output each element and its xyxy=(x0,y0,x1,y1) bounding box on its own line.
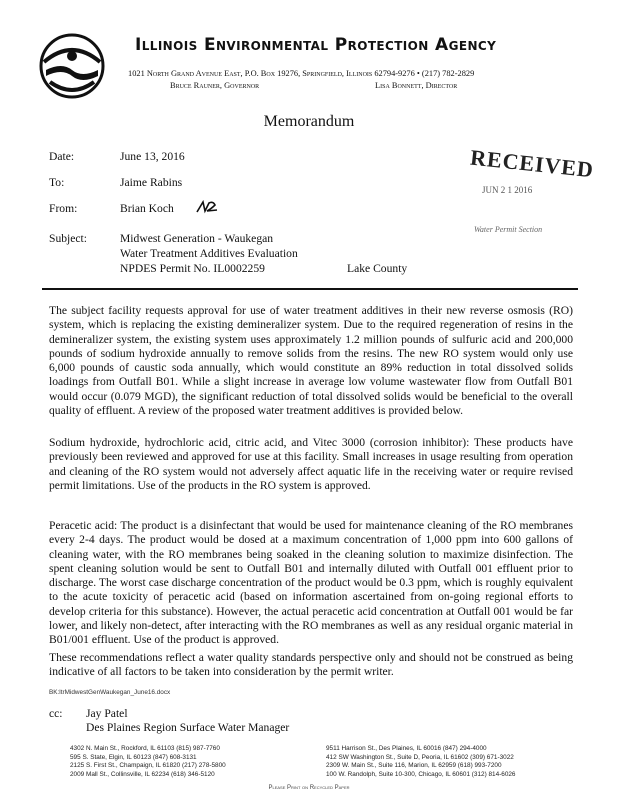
director-name: Lisa Bonnett, Director xyxy=(375,81,458,90)
footer-office-marion: 2309 W. Main St., Suite 116, Marion, IL 62959 (618) 993-7200 xyxy=(326,762,502,770)
paragraph-peracetic-acid: Peracetic acid: The product is a disinfectant that would be used for maintenance cleaning of the RO membranes every 2-4 days. The product would be dosed at a maximum concentration of 1,000 ppm into 600 gallons of cleaning water, with the RO membranes being soaked in the cleaning solution to maximize disinfection. The spent cleaning solution would be sent to Outfall B01 and internally diluted with Outfall 001 effluent prior to discharge. The worst case discharge concentration of the product would be 0.3 ppm, which is roughly equivalent to the acute toxicity of peracetic acid (based on information ascertained from on-going regional efforts to develop criteria for this substance). However, the actual peracetic acid concentration at Outfall 001 would be far lower, and likely non-detect, after interacting with the RO membranes as well as any residual organic material in B01/001 effluent. Use of the product is approved. xyxy=(49,519,573,647)
file-reference: BK:ltrMidwestGenWaukegan_June16.docx xyxy=(49,689,171,696)
stamp-date: JUN 2 1 2016 xyxy=(482,185,533,195)
paragraph-recommendations: These recommendations reflect a water quality standards perspective only and should not be construed as being indicative of all factors to be taken into consideration by the permit writer. xyxy=(49,651,573,679)
date-value: June 13, 2016 xyxy=(120,150,185,163)
subject-line-1: Midwest Generation - Waukegan xyxy=(120,232,274,245)
paragraph-overview: The subject facility requests approval for use of water treatment additives in their new reverse osmosis (RO) system, which is replacing the existing demineralizer system. Due to the required regeneration of resins in the demineralizer system, the existing system uses approximately 1.2 million pounds of sulfuric acid and 200,000 pounds of sodium hydroxide annually to remove solids from the resins. The new RO system would only use 6,000 pounds of caustic soda annually, which would constitute an 89% reduction in total dissolved solids loadings from Outfall B01. While a slight increase in average low volume wastewater flow from Outfall B01 would occur (0.079 MGD), the significant reduction of total dissolved solids would be beneficial to the overall quality of effluent. A review of the proposed water treatment additives is provided below. xyxy=(49,304,573,418)
footer-offices-left xyxy=(70,745,226,779)
header-divider xyxy=(42,288,578,290)
footer-office-des-plaines: 9511 Harrison St., Des Plaines, IL 60016 (847) 294-4000 xyxy=(326,745,487,752)
stamp-word: RECEIVED xyxy=(469,144,596,183)
subject-line-3: NPDES Permit No. IL0002259 xyxy=(120,262,265,275)
cc-label: cc: xyxy=(49,707,63,720)
footer-office-elgin: 595 S. State, Elgin, IL 60123 (847) 608-3131 xyxy=(70,753,197,761)
paragraph-approved-products: Sodium hydroxide, hydrochloric acid, citric acid, and Vitec 3000 (corrosion inhibitor): These products have previously been reviewed and approved for use at this facility. Small increases in usage resulting from operation and cleaning of the RO system would not adversely affect aquatic life in the receiving water or require revised permit limitations. Use of the products in the RO system is approved. xyxy=(49,436,573,492)
to-label: To: xyxy=(49,176,65,189)
footer-office-chicago: 100 W. Randolph, Suite 10-300, Chicago, IL 60601 (312) 814-6026 xyxy=(326,770,516,778)
from-value: Brian Koch xyxy=(120,202,174,215)
footer-offices-right xyxy=(326,745,515,779)
to-value: Jaime Rabins xyxy=(120,176,183,189)
cc-name: Jay Patel xyxy=(86,707,128,720)
memo-title: Memorandum xyxy=(263,113,355,130)
footer-office-collinsville: 2009 Mall St., Collinsville, IL 62234 (618) 346-5120 xyxy=(70,770,215,778)
stamp-section: Water Permit Section xyxy=(474,225,543,234)
agency-address: 1021 North Grand Avenue East, P.O. Box 19276, Springfield, Illinois 62794-9276 • (217) 782-2829 xyxy=(128,69,475,78)
cc-title: Des Plaines Region Surface Water Manager xyxy=(86,721,290,734)
footer-office-champaign: 2125 S. First St., Champaign, IL 61820 (217) 278-5800 xyxy=(70,762,226,770)
county-label: Lake County xyxy=(347,262,408,275)
recycled-paper-note: Please Print on Recycled Paper xyxy=(268,785,350,791)
received-stamp xyxy=(452,143,602,263)
footer-office-rockford: 4302 N. Main St., Rockford, IL 61103 (815) 987-7760 xyxy=(70,745,220,752)
subject-line-2: Water Treatment Additives Evaluation xyxy=(120,247,298,260)
agency-name: Illinois Environmental Protection Agency xyxy=(135,35,497,55)
governor-name: Bruce Rauner, Governor xyxy=(170,81,260,90)
footer-office-peoria: 412 SW Washington St., Suite D, Peoria, IL 61602 (309) 671-3022 xyxy=(326,753,514,761)
signature-initials-icon xyxy=(195,199,219,215)
illinois-epa-seal-icon xyxy=(38,32,106,100)
subject-label: Subject: xyxy=(49,232,87,245)
date-label: Date: xyxy=(49,150,75,163)
from-label: From: xyxy=(49,202,78,215)
